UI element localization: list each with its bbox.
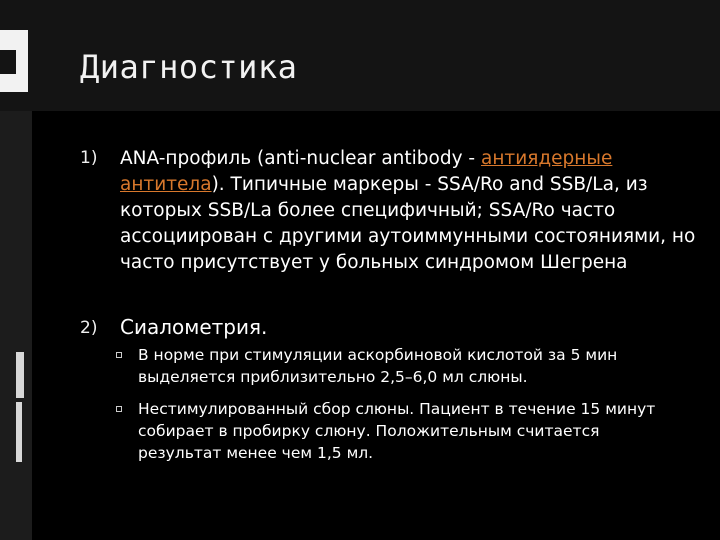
square-bullet-icon [116,406,122,412]
item-text: ). Типичные маркеры - SSA/Ro and SSB/La, из которых SSB/La более специфичный; SSA/Ro часто ассоциирован с другими аутоиммунными состояниями, но часто присутствует у больных синдромом Шегрена [120,174,696,273]
list-item: Сиалометрия. [120,315,268,339]
square-bullet-icon [116,352,122,358]
slide-title: Диагностика [80,48,298,86]
item-number: 2) [80,318,98,338]
sub-list-item: Нестимулированный сбор слюны. Пациент в течение 15 минут собирает в пробирку слюну. Положительным считается результат менее чем 1,5 мл. [138,400,656,462]
antibody-link[interactable]: антиядерные антитела [120,148,613,195]
item-number: 1) [80,148,98,168]
list-item [120,146,700,276]
item-text: ANA-профиль (anti-nuclear antibody - [120,148,481,169]
sub-list-item: В норме при стимуляции аскорбиновой кислотой за 5 мин выделяется приблизительно 2,5–6,0 мл слюны. [138,346,618,386]
